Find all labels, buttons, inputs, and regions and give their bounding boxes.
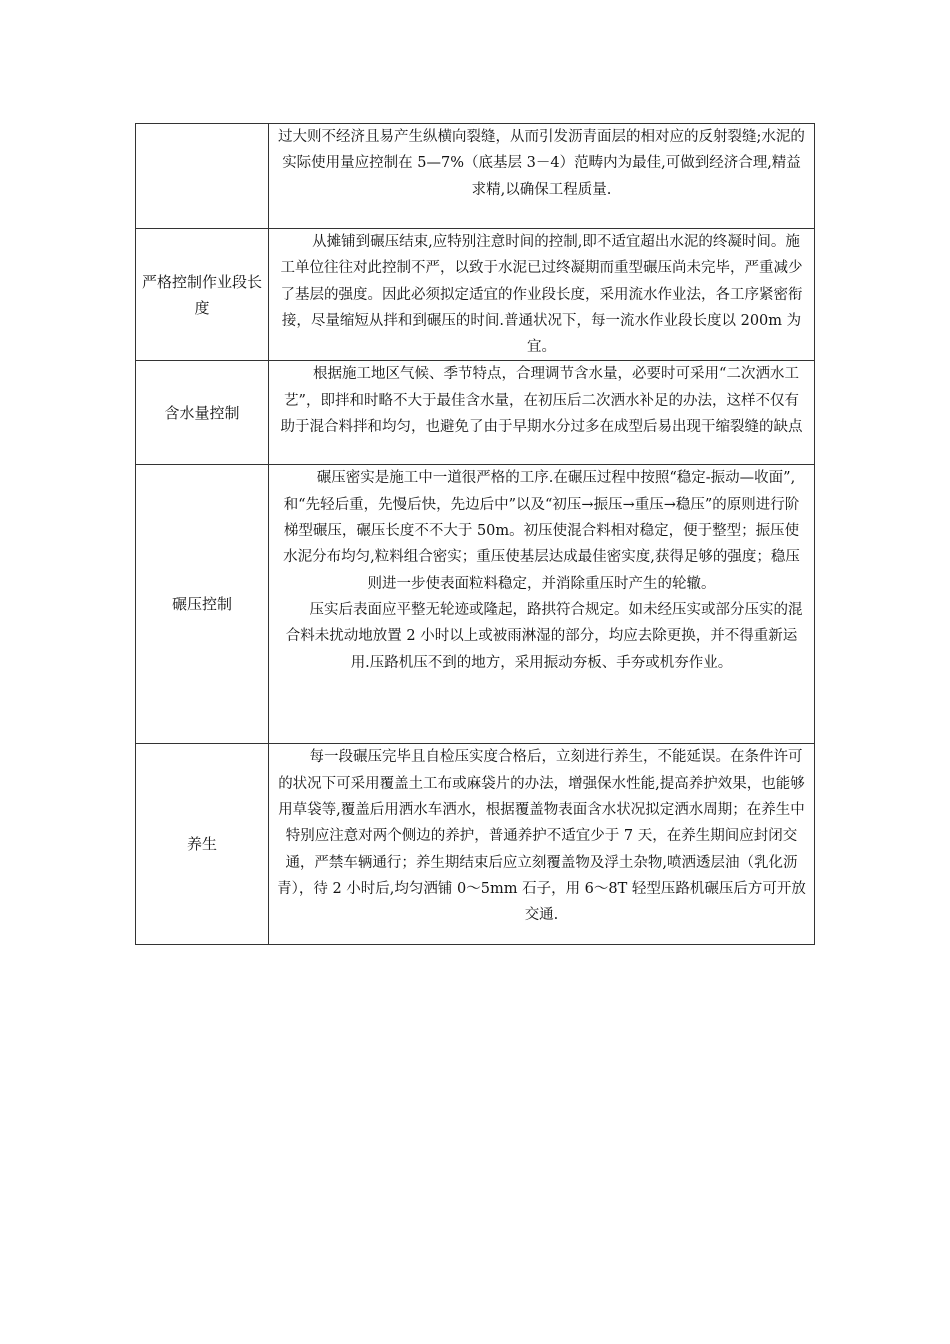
row-paragraph: 根据施工地区气候、季节特点，合理调节含水量，必要时可采用“二次洒水工艺”，即拌和时略不大于最佳含水量，在初压后二次洒水补足的办法，这样不仅有助于混合料拌和均匀，也避免了由于早期水分过多在成型后易出现干缩裂缝的缺点 bbox=[280, 366, 803, 436]
row-label-cell bbox=[136, 361, 269, 465]
row-content-cell bbox=[269, 361, 815, 465]
row-label-cell bbox=[136, 744, 269, 945]
row-paragraph: 从摊铺到碾压结束,应特别注意时间的控制,即不适宜超出水泥的终凝时间。施工单位往往对此控制不严，以致于水泥已过终凝期而重型碾压尚未完毕，严重减少了基层的强度。因此必须拟定适宜的作业段长度，采用流水作业法，各工序紧密衔接，尽量缩短从拌和到碾压的时间.普通状况下，每一流水作业段长度以 200m 为宜。 bbox=[280, 234, 803, 356]
table-row bbox=[136, 361, 815, 465]
construction-control-table bbox=[135, 123, 815, 945]
row-content-cell bbox=[269, 229, 815, 361]
row-paragraph: 压实后表面应平整无轮迹或隆起，路拱符合规定。如未经压实或部分压实的混合料未扰动地放置 2 小时以上或被雨淋湿的部分，均应去除更换，并不得重新运用.压路机压不到的地方，采用振动夯板、手夯或机夯作业。 bbox=[285, 601, 803, 671]
row-content-cell bbox=[269, 124, 815, 229]
row-paragraph: 碾压密实是施工中一道很严格的工序.在碾压过程中按照“稳定-振动—收面”,和“先轻后重，先慢后快，先边后中”以及“初压→振压→重压→稳压”的原则进行阶梯型碾压，碾压长度不不大于 50m。初压使混合料相对稳定，便于整型；振压使水泥分布均匀,粒料组合密实；重压使基层达成最佳密实度,获得足够的强度；稳压则进一步使表面粒料稳定，并消除重压时产生的轮辙。 bbox=[283, 470, 800, 592]
table-row bbox=[136, 229, 815, 361]
table-row bbox=[136, 124, 815, 229]
row-label: 含水量控制 bbox=[164, 403, 240, 422]
row-label: 养生 bbox=[186, 835, 217, 854]
row-label: 严格控制作业段长度 bbox=[142, 272, 263, 317]
row-content-cell bbox=[269, 744, 815, 945]
row-label-cell bbox=[136, 465, 269, 744]
table-row bbox=[136, 465, 815, 744]
row-label: 碾压控制 bbox=[171, 595, 232, 614]
row-paragraph: 过大则不经济且易产生纵横向裂缝，从而引发沥青面层的相对应的反射裂缝;水泥的实际使用量应控制在 5—7%（底基层 3－4）范畴内为最佳,可做到经济合理,精益求精,以确保工程质量. bbox=[278, 129, 805, 198]
table-row bbox=[136, 744, 815, 945]
row-paragraph: 每一段碾压完毕且自检压实度合格后，立刻进行养生，不能延误。在条件许可的状况下可采用覆盖土工布或麻袋片的办法，增强保水性能,提高养护效果，也能够用草袋等,覆盖后用洒水车洒水，根据覆盖物表面含水状况拟定洒水周期；在养生中特别应注意对两个侧边的养护，普通养护不适宜少于 7 天，在养生期间应封闭交通，严禁车辆通行；养生期结束后应立刻覆盖物及浮土杂物,喷洒透层油（乳化沥青），待 2 小时后,均匀洒铺 0～5mm 石子，用 6～8T 轻型压路机碾压后方可开放交通. bbox=[277, 749, 806, 924]
row-content-cell bbox=[269, 465, 815, 744]
row-label-cell bbox=[136, 229, 269, 361]
row-label-cell bbox=[136, 124, 269, 229]
